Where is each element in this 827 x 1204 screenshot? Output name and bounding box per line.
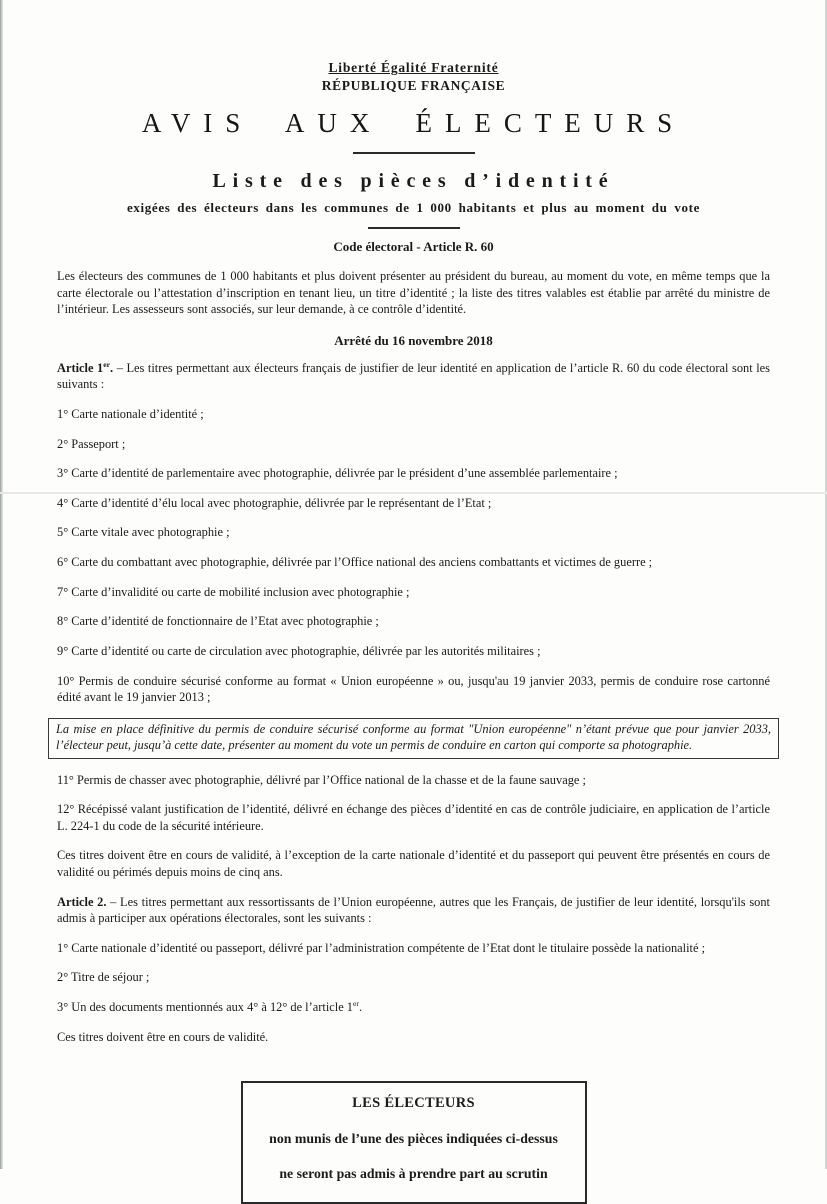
intro-paragraph: Les électeurs des communes de 1 000 habitants et plus doivent présenter au président du bureau, au moment du vote, en même temps que la carte électorale ou l’attestation d’inscription en tenant lieu, un titre d’identité ; la liste des titres valables est établie par arrêté du ministre de l’intérieur. Les assesseurs sont associés, sur leur demande, à ce contrôle d’identité. xyxy=(57,269,770,317)
article-2-item-1: 1° Carte nationale d’identité ou passeport, délivré par l’administration compétente de l’Etat dont le titulaire possède la nationalité ; xyxy=(57,940,706,955)
warning-line-1: LES ÉLECTEURS xyxy=(352,1095,475,1112)
article-1-item-3: 3° Carte d’identité de parlementaire avec photographie, délivrée par le président d’une assemblée parlementaire ; xyxy=(57,466,618,481)
article-1-item-8: 8° Carte d’identité de fonctionnaire de l’Etat avec photographie ; xyxy=(57,614,379,629)
article-1-validity-paragraph: Ces titres doivent être en cours de validité, à l’exception de la carte nationale d’identité et du passeport qui peuvent être présentés en cours de validité ou périmés depuis moins de cinq ans. xyxy=(57,848,770,879)
article-1-item-6: 6° Carte du combattant avec photographie, délivrée par l’Office national des anciens combattants et victimes de guerre ; xyxy=(57,555,653,570)
warning-box xyxy=(241,1081,587,1204)
article-1-item-9: 9° Carte d’identité ou carte de circulation avec photographie, délivrée par les autorités militaires ; xyxy=(57,643,541,658)
separator-rule xyxy=(368,227,460,229)
warning-line-3: ne seront pas admis à prendre part au scrutin xyxy=(279,1166,548,1182)
article-1-lead: Article 1er. – Les titres permettant aux électeurs français de justifier de leur identité en application de l’article R. 60 du code électoral sont les suivants : xyxy=(57,359,770,392)
warning-line-2: non munis de l’une des pièces indiquées ci-dessus xyxy=(269,1131,558,1147)
republic-title: RÉPUBLIQUE FRANÇAISE xyxy=(321,78,506,93)
article-1-item-7: 7° Carte d’invalidité ou carte de mobilité inclusion avec photographie ; xyxy=(57,584,410,599)
article-1-item-4: 4° Carte d’identité d’élu local avec photographie, délivrée par le représentant de l’Etat ; xyxy=(57,495,492,510)
article-1-item-12: 12° Récépissé valant justification de l’identité, délivré en échange des pièces d’identité en cas de contrôle judiciaire, en application de l’article L. 224-1 du code de la sécurité intérieure. xyxy=(57,802,770,833)
document-subtitle: exigées des électeurs dans les communes de 1 000 habitants et plus au moment du vote xyxy=(126,200,701,215)
article-2-item-3: 3° Un des documents mentionnés aux 4° à 12° de l’article 1er. xyxy=(57,998,363,1014)
drivers-license-note: La mise en place définitive du permis de conduire sécurisé conforme au format "Union européenne" n’étant prévue que pour janvier 2033, l’électeur peut, jusqu’à cette date, présenter au moment du vote un permis de conduire en carton qui comporte sa photographie. xyxy=(48,718,779,759)
article-2-item-2: 2° Titre de séjour ; xyxy=(57,970,150,985)
article-1-item-2: 2° Passeport ; xyxy=(57,436,126,451)
article-2-label: Article 2. xyxy=(57,894,107,909)
code-reference: Code électoral - Article R. 60 xyxy=(333,239,494,254)
document-title: Liste des pièces d’identité xyxy=(212,170,615,192)
decree-heading: Arrêté du 16 novembre 2018 xyxy=(334,332,493,348)
article-2-validity-paragraph: Ces titres doivent être en cours de validité. xyxy=(57,1029,269,1044)
article-1-item-1: 1° Carte nationale d’identité ; xyxy=(57,407,204,422)
article-1-item-10: 10° Permis de conduire sécurisé conforme au format « Union européenne » ou, jusqu'au 19 janvier 2033, permis de conduire rose cartonné édité avant le 19 janvier 2013 ; xyxy=(57,673,770,705)
article-1-item-11: 11° Permis de chasser avec photographie, délivré par l’Office national de la chasse et de la faune sauvage ; xyxy=(57,772,586,787)
separator-rule xyxy=(353,152,475,154)
article-1-label: Article 1er. xyxy=(57,359,114,375)
article-1-item-5: 5° Carte vitale avec photographie ; xyxy=(57,525,230,540)
national-motto: Liberté Égalité Fraternité xyxy=(328,60,499,75)
article-2-lead: Article 2. – Les titres permettant aux ressortissants de l’Union européenne, autres que les Français, de justifier de leur identité, lorsqu'ils sont admis à participer aux opérations électorales, sont les suivants : xyxy=(57,894,770,926)
page-title: AVIS AUX ÉLECTEURS xyxy=(141,108,686,138)
